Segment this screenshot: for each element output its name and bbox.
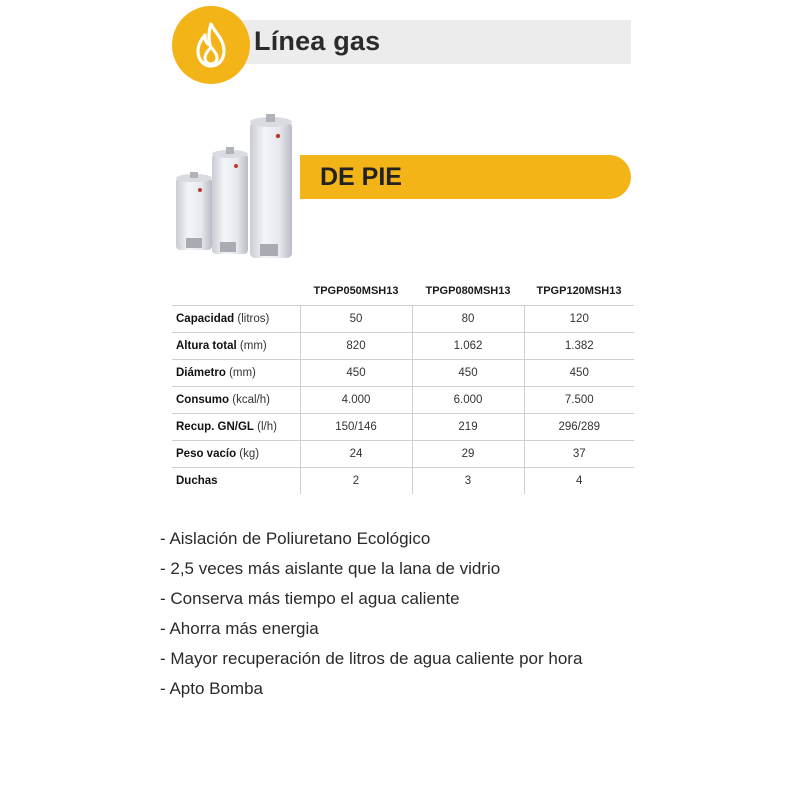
table-cell: 4.000 <box>300 387 412 414</box>
table-cell: 3 <box>412 468 524 495</box>
row-label <box>172 414 300 441</box>
table-cell: 80 <box>412 306 524 333</box>
table-cell: 24 <box>300 441 412 468</box>
row-label-name: Peso vacío <box>176 448 237 460</box>
water-heaters-image <box>168 108 318 268</box>
row-label-unit: (litros) <box>237 313 270 325</box>
row-label-unit: (mm) <box>229 367 256 379</box>
table-cell: 150/146 <box>300 414 412 441</box>
column-header-1: TPGP050MSH13 <box>313 285 399 297</box>
row-label <box>172 468 300 495</box>
list-item: - Apto Bomba <box>160 679 264 698</box>
column-header-3: TPGP120MSH13 <box>536 285 622 297</box>
row-label <box>172 441 300 468</box>
table-row <box>172 414 634 441</box>
list-item: - Conserva más tiempo el agua caliente <box>160 589 460 608</box>
table-row <box>172 441 634 468</box>
row-label-name: Diámetro <box>176 367 226 379</box>
table-row <box>172 468 634 495</box>
row-label-name: Consumo <box>176 394 230 406</box>
table-cell: 2 <box>300 468 412 495</box>
list-item: - Ahorra más energia <box>160 619 319 638</box>
table-cell: 1.382 <box>524 333 634 360</box>
table-cell: 450 <box>412 360 524 387</box>
list-item: - 2,5 veces más aislante que la lana de vidrio <box>160 559 501 578</box>
row-label-name: Duchas <box>176 475 218 487</box>
section-title: DE PIE <box>320 163 402 191</box>
row-label-name: Capacidad <box>176 313 235 325</box>
table-row <box>172 360 634 387</box>
table-cell: 450 <box>300 360 412 387</box>
row-label-name: Recup. GN/GL <box>176 421 254 433</box>
table-cell: 820 <box>300 333 412 360</box>
row-label-unit: (l/h) <box>257 421 277 433</box>
list-item: - Mayor recuperación de litros de agua caliente por hora <box>160 649 583 668</box>
table-cell: 37 <box>524 441 634 468</box>
list-item: - Aislación de Poliuretano Ecológico <box>160 529 431 548</box>
row-label-unit: (kcal/h) <box>232 394 270 406</box>
features-list <box>160 524 582 704</box>
table-row <box>172 387 634 414</box>
table-cell: 7.500 <box>524 387 634 414</box>
row-label-unit: (kg) <box>239 448 260 460</box>
table-cell: 120 <box>524 306 634 333</box>
table-cell: 296/289 <box>524 414 634 441</box>
table-cell: 1.062 <box>412 333 524 360</box>
row-label <box>172 387 300 414</box>
table-cell: 450 <box>524 360 634 387</box>
table-cell: 219 <box>412 414 524 441</box>
flame-badge <box>172 6 250 84</box>
row-label <box>172 306 300 333</box>
table-header-row <box>172 282 634 306</box>
row-label-unit: (mm) <box>239 340 267 352</box>
table-row <box>172 306 634 333</box>
row-label <box>172 360 300 387</box>
table-cell: 6.000 <box>412 387 524 414</box>
flame-icon <box>191 21 231 69</box>
row-label-name: Altura total <box>176 340 237 352</box>
table-cell: 29 <box>412 441 524 468</box>
header-empty <box>172 282 300 306</box>
table-cell: 4 <box>524 468 634 495</box>
page-title: Línea gas <box>254 26 381 56</box>
row-label <box>172 333 300 360</box>
column-header-2: TPGP080MSH13 <box>425 285 511 297</box>
table-cell: 50 <box>300 306 412 333</box>
table-row <box>172 333 634 360</box>
specs-table <box>172 282 634 494</box>
